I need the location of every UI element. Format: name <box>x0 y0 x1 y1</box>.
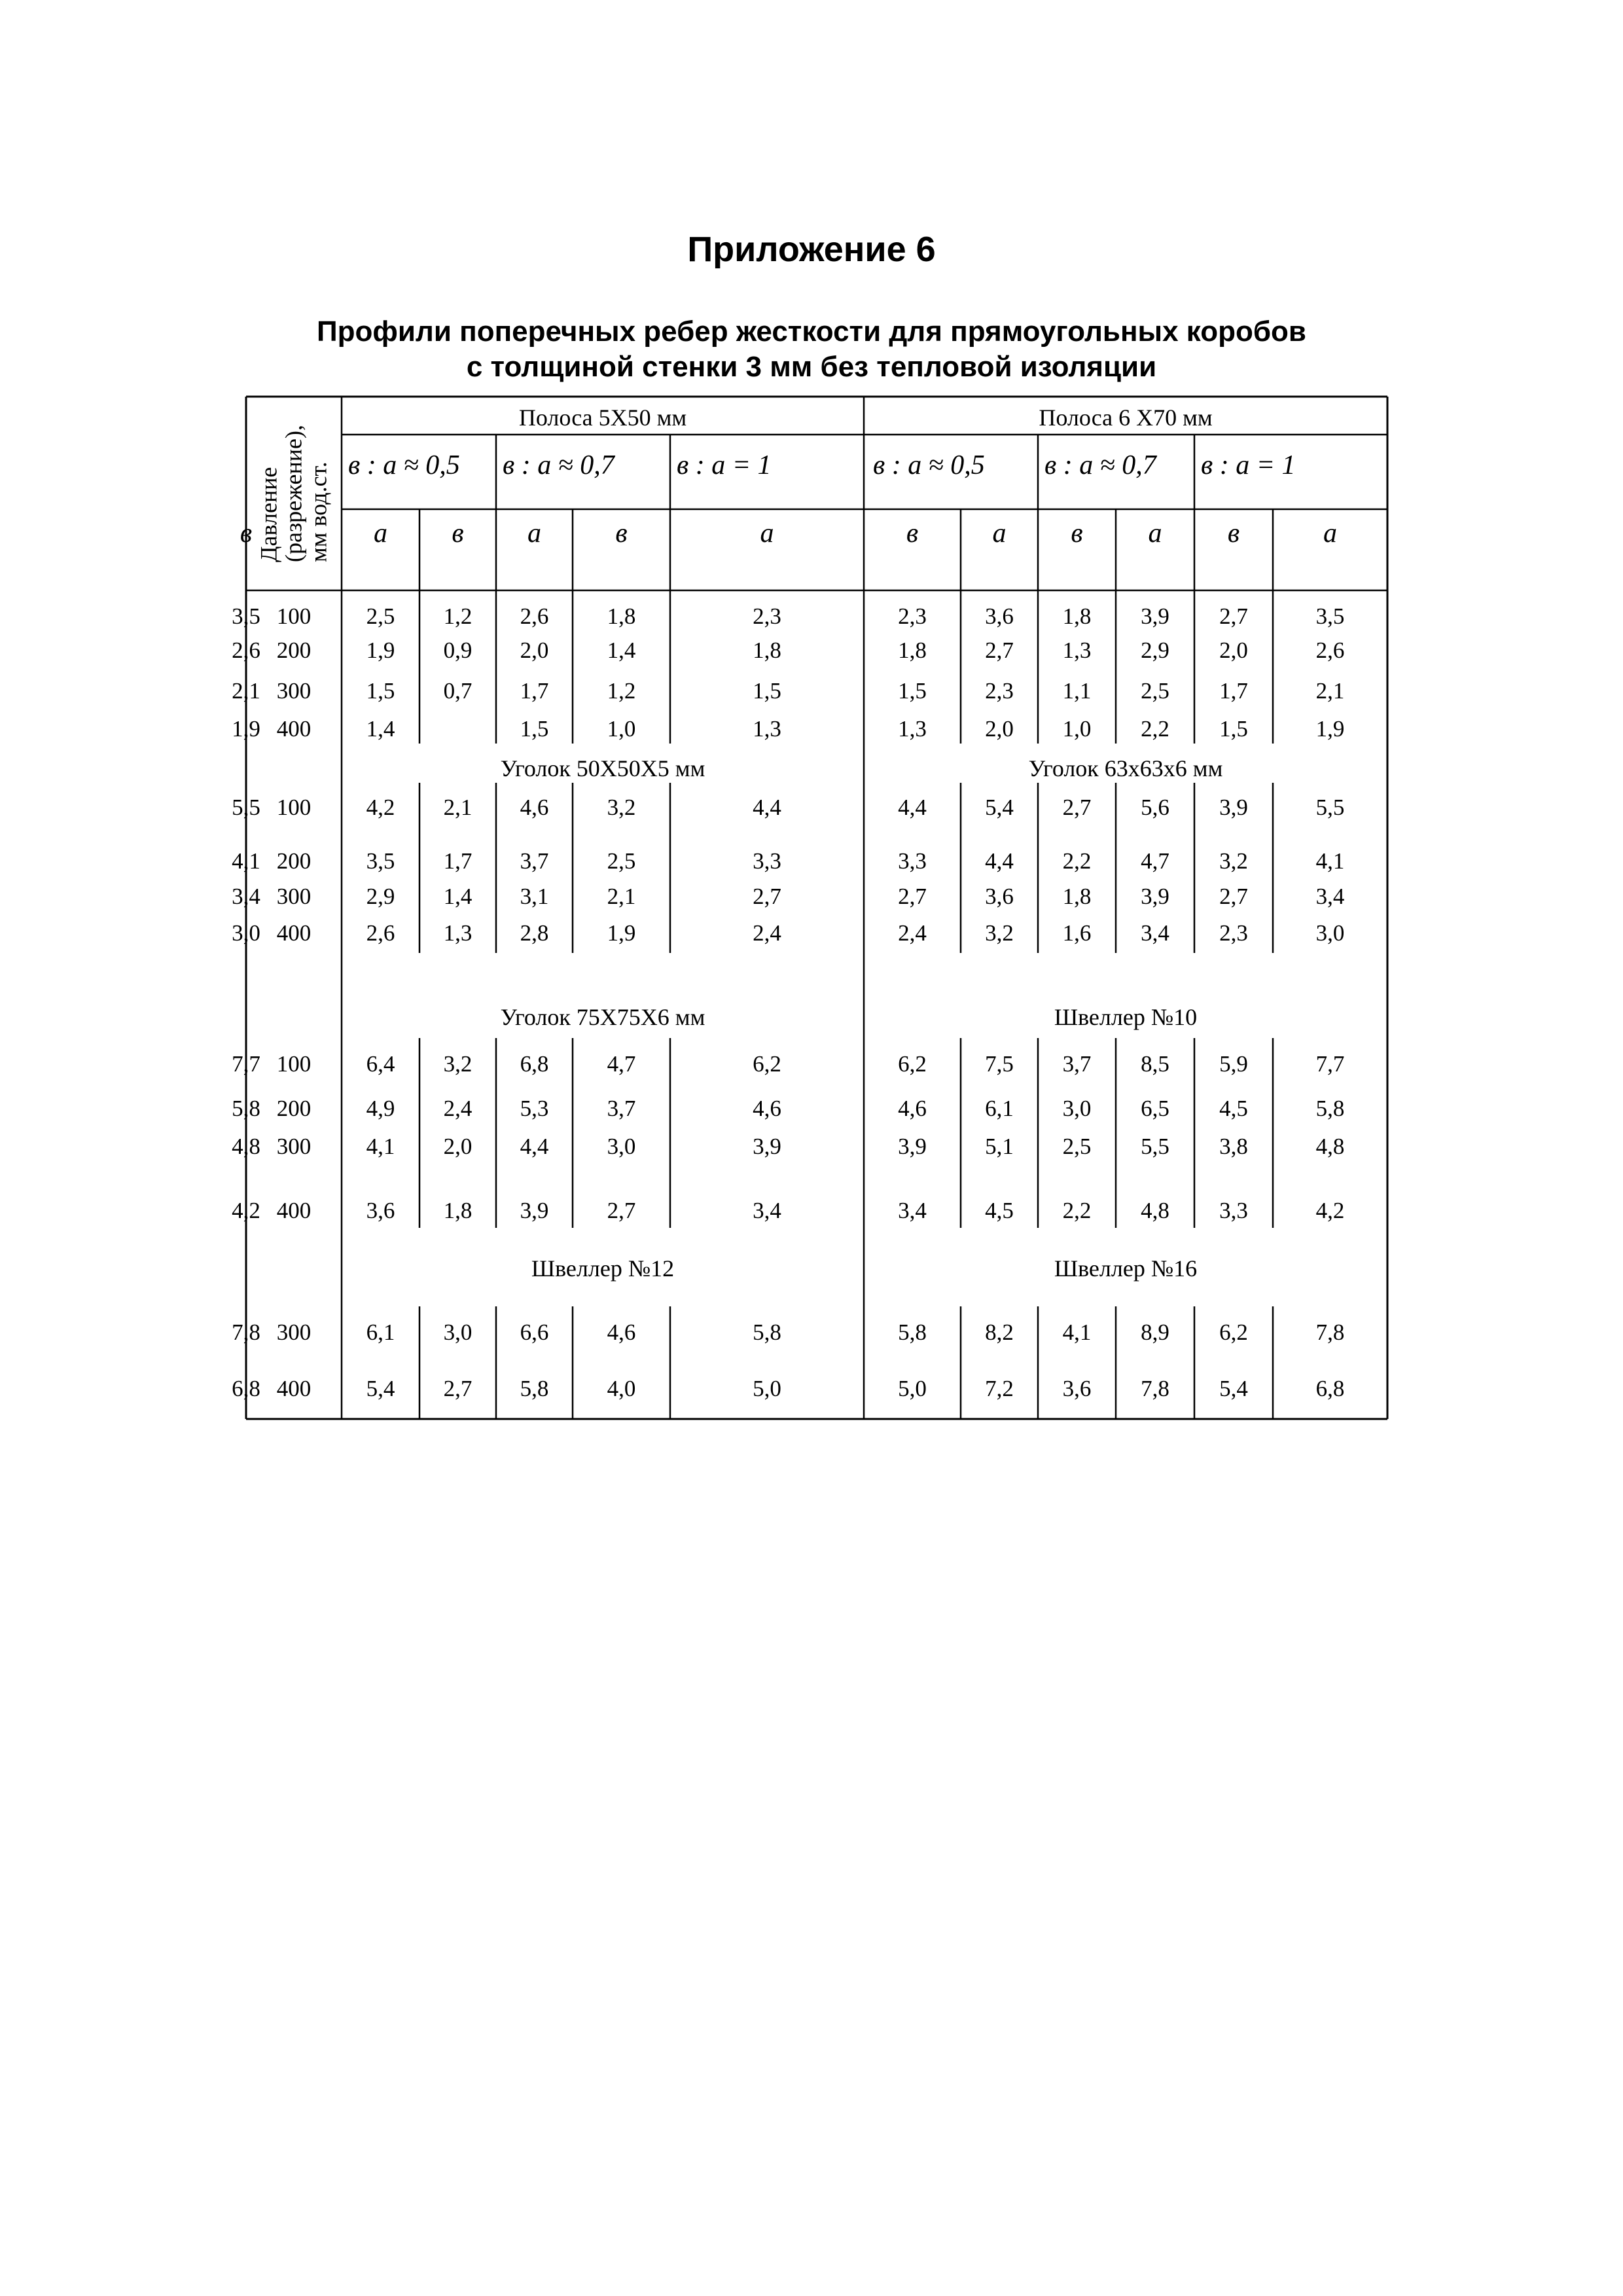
section-1-row-1-value-9: 3,2 <box>1219 848 1248 874</box>
section-3-row-1-value-3: 4,0 <box>607 1376 636 1401</box>
section-2-row-1-value-4: 4,6 <box>753 1096 781 1121</box>
section-1-row-1-value-7: 2,2 <box>1062 848 1092 874</box>
section-1-row-3-value-3: 1,9 <box>607 920 636 946</box>
section-2-row-2-value-6: 5,1 <box>985 1134 1014 1159</box>
section-0-pressure-2: 300 <box>276 678 312 704</box>
section-0-row-1-value-5: 1,8 <box>898 637 927 663</box>
section-2-row-1-value-11: 5,8 <box>232 1096 260 1121</box>
pressure-column-header <box>246 397 342 590</box>
section-0-row-1-value-6: 2,7 <box>985 637 1014 663</box>
section-2-row-0-value-5: 6,2 <box>898 1051 927 1077</box>
section-2-row-2-value-2: 4,4 <box>520 1134 549 1159</box>
section-1-row-3-value-10: 3,0 <box>1315 920 1345 946</box>
section-2-row-1-value-3: 3,7 <box>607 1096 636 1121</box>
section-1-row-0-value-4: 4,4 <box>753 795 781 820</box>
section-1-row-0-value-10: 5,5 <box>1315 795 1345 820</box>
section-3-row-0-value-7: 4,1 <box>1062 1319 1092 1345</box>
section-2-row-2-value-11: 4,8 <box>232 1134 260 1159</box>
section-0-row-1-value-0: 1,9 <box>366 637 395 663</box>
section-3-row-0-value-0: 6,1 <box>366 1319 395 1345</box>
section-1-pressure-0: 100 <box>276 795 312 820</box>
section-0-row-3-value-10: 1,9 <box>1315 716 1345 742</box>
section-0-pressure-0: 100 <box>276 603 312 629</box>
section-2-profile-right: Швеллер №10 <box>1054 1004 1198 1030</box>
section-1-row-2-value-0: 2,9 <box>366 884 395 909</box>
section-2-row-3-value-2: 3,9 <box>520 1198 549 1223</box>
section-2-row-3-value-6: 4,5 <box>985 1198 1014 1223</box>
ratio-header-2: в : a = 1 <box>677 450 772 480</box>
section-2-row-3-value-0: 3,6 <box>366 1198 395 1223</box>
section-2-row-1-value-7: 3,0 <box>1062 1096 1092 1121</box>
section-1-row-2-value-8: 3,9 <box>1141 884 1169 909</box>
section-2-row-2-value-1: 2,0 <box>443 1134 473 1159</box>
section-0-row-3-value-7: 1,0 <box>1062 716 1092 742</box>
section-0-row-0-value-11: 3,5 <box>232 603 260 629</box>
ratio-header-3: в : a ≈ 0,5 <box>873 450 985 480</box>
pressure-column-header-text <box>257 425 330 562</box>
section-1-row-3-value-1: 1,3 <box>443 920 473 946</box>
section-2-row-0-value-11: 7,7 <box>232 1051 260 1077</box>
dimension-letter-0: a <box>374 518 387 548</box>
dimension-letter-5: в <box>906 518 919 548</box>
section-2-pressure-0: 100 <box>276 1051 312 1077</box>
section-0-row-3-value-8: 2,2 <box>1141 716 1169 742</box>
section-1-row-1-value-1: 1,7 <box>443 848 473 874</box>
section-2-row-0-value-4: 6,2 <box>753 1051 781 1077</box>
section-0-row-1-value-1: 0,9 <box>443 637 473 663</box>
section-0-row-3-value-5: 1,3 <box>898 716 927 742</box>
pressure-header-line-3: мм вод.ст. <box>304 461 331 563</box>
section-3-row-0-value-5: 5,8 <box>898 1319 927 1345</box>
dimension-letter-8: a <box>1148 518 1162 548</box>
section-1-row-0-value-0: 4,2 <box>366 795 395 820</box>
section-2-row-1-value-0: 4,9 <box>366 1096 395 1121</box>
section-2-row-0-value-3: 4,7 <box>607 1051 636 1077</box>
section-3-pressure-1: 400 <box>276 1376 312 1401</box>
section-2-row-2-value-4: 3,9 <box>753 1134 781 1159</box>
section-0-row-3-value-3: 1,0 <box>607 716 636 742</box>
section-0-row-0-value-7: 1,8 <box>1062 603 1092 629</box>
section-1-row-0-value-7: 2,7 <box>1062 795 1092 820</box>
section-2-pressure-3: 400 <box>276 1198 312 1223</box>
section-1-row-1-value-6: 4,4 <box>985 848 1014 874</box>
section-0-row-1-value-3: 1,4 <box>607 637 636 663</box>
section-1-row-1-value-5: 3,3 <box>898 848 927 874</box>
section-1-row-0-value-3: 3,2 <box>607 795 636 820</box>
section-1-row-1-value-2: 3,7 <box>520 848 549 874</box>
section-0-row-1-value-11: 2,6 <box>232 637 260 663</box>
section-1-row-3-value-6: 3,2 <box>985 920 1014 946</box>
section-0-row-3-value-9: 1,5 <box>1219 716 1248 742</box>
section-0-row-0-value-10: 3,5 <box>1315 603 1345 629</box>
section-3-pressure-0: 300 <box>276 1319 312 1345</box>
ratio-header-0: в : a ≈ 0,5 <box>348 450 460 480</box>
section-3-row-0-value-11: 7,8 <box>232 1319 260 1345</box>
section-2-row-1-value-10: 5,8 <box>1315 1096 1345 1121</box>
dimension-letter-11: в <box>240 518 253 548</box>
section-1-row-0-value-11: 5,5 <box>232 795 260 820</box>
section-3-row-1-value-8: 7,8 <box>1141 1376 1169 1401</box>
section-2-row-3-value-5: 3,4 <box>898 1198 927 1223</box>
section-0-pressure-1: 200 <box>276 637 312 663</box>
section-0-row-3-value-11: 1,9 <box>232 716 260 742</box>
section-1-row-2-value-9: 2,7 <box>1219 884 1248 909</box>
section-0-row-3-value-6: 2,0 <box>985 716 1014 742</box>
section-2-row-3-value-3: 2,7 <box>607 1198 636 1223</box>
section-0-row-2-value-0: 1,5 <box>366 678 395 704</box>
section-1-row-3-value-8: 3,4 <box>1141 920 1169 946</box>
section-3-row-1-value-1: 2,7 <box>443 1376 473 1401</box>
section-0-row-2-value-4: 1,5 <box>753 678 781 704</box>
section-3-row-1-value-6: 7,2 <box>985 1376 1014 1401</box>
section-1-row-1-value-11: 4,1 <box>232 848 260 874</box>
section-1-row-1-value-8: 4,7 <box>1141 848 1169 874</box>
section-3-row-0-value-3: 4,6 <box>607 1319 636 1345</box>
section-2-row-0-value-1: 3,2 <box>443 1051 473 1077</box>
section-0-row-0-value-9: 2,7 <box>1219 603 1248 629</box>
section-2-row-0-value-10: 7,7 <box>1315 1051 1345 1077</box>
section-2-row-0-value-0: 6,4 <box>366 1051 395 1077</box>
section-2-row-0-value-7: 3,7 <box>1062 1051 1092 1077</box>
section-2-row-1-value-1: 2,4 <box>443 1096 473 1121</box>
section-0-row-0-value-0: 2,5 <box>366 603 395 629</box>
section-1-row-0-value-9: 3,9 <box>1219 795 1248 820</box>
section-2-row-0-value-6: 7,5 <box>985 1051 1014 1077</box>
section-2-row-2-value-10: 4,8 <box>1315 1134 1345 1159</box>
section-1-row-0-value-2: 4,6 <box>520 795 549 820</box>
section-0-row-0-value-8: 3,9 <box>1141 603 1169 629</box>
section-2-row-3-value-10: 4,2 <box>1315 1198 1345 1223</box>
dimension-letter-2: a <box>527 518 541 548</box>
section-0-pressure-3: 400 <box>276 716 312 742</box>
section-0-row-2-value-1: 0,7 <box>443 678 473 704</box>
section-2-pressure-1: 200 <box>276 1096 312 1121</box>
section-0-row-2-value-2: 1,7 <box>520 678 549 704</box>
section-1-row-2-value-10: 3,4 <box>1315 884 1345 909</box>
section-0-row-1-value-7: 1,3 <box>1062 637 1092 663</box>
section-3-row-1-value-2: 5,8 <box>520 1376 549 1401</box>
dimension-letter-3: в <box>615 518 628 548</box>
section-3-row-0-value-8: 8,9 <box>1141 1319 1169 1345</box>
section-2-row-2-value-7: 2,5 <box>1062 1134 1092 1159</box>
section-3-row-1-value-9: 5,4 <box>1219 1376 1248 1401</box>
section-2-row-1-value-2: 5,3 <box>520 1096 549 1121</box>
section-0-row-1-value-8: 2,9 <box>1141 637 1169 663</box>
section-1-pressure-3: 400 <box>276 920 312 946</box>
section-3-row-0-value-9: 6,2 <box>1219 1319 1248 1345</box>
table-caption-line-1: Профили поперечных ребер жесткости для прямоугольных коробов <box>317 315 1306 348</box>
section-1-profile-right: Уголок 63х63х6 мм <box>1028 755 1223 781</box>
section-3-row-1-value-5: 5,0 <box>898 1376 927 1401</box>
dimension-letter-10: a <box>1323 518 1337 548</box>
section-3-profile-left: Швеллер №12 <box>531 1255 675 1282</box>
section-0-row-1-value-2: 2,0 <box>520 637 549 663</box>
section-0-row-0-value-5: 2,3 <box>898 603 927 629</box>
section-1-row-2-value-11: 3,4 <box>232 884 260 909</box>
pressure-header-line-2: (разрежение), <box>280 424 307 563</box>
ratio-header-1: в : a ≈ 0,7 <box>503 450 615 480</box>
section-3-row-1-value-10: 6,8 <box>1315 1376 1345 1401</box>
section-0-row-2-value-6: 2,3 <box>985 678 1014 704</box>
appendix-title: Приложение 6 <box>687 230 936 269</box>
section-2-row-3-value-8: 4,8 <box>1141 1198 1169 1223</box>
section-2-row-2-value-3: 3,0 <box>607 1134 636 1159</box>
section-0-row-2-value-10: 2,1 <box>1315 678 1345 704</box>
section-1-row-2-value-6: 3,6 <box>985 884 1014 909</box>
section-2-row-3-value-9: 3,3 <box>1219 1198 1248 1223</box>
section-0-row-2-value-5: 1,5 <box>898 678 927 704</box>
section-2-row-2-value-8: 5,5 <box>1141 1134 1169 1159</box>
section-1-row-3-value-0: 2,6 <box>366 920 395 946</box>
section-1-row-2-value-4: 2,7 <box>753 884 781 909</box>
section-0-row-3-value-2: 1,5 <box>520 716 549 742</box>
section-0-row-1-value-10: 2,6 <box>1315 637 1345 663</box>
profile-header-left: Полоса 5X50 мм <box>518 404 687 431</box>
section-2-row-0-value-9: 5,9 <box>1219 1051 1248 1077</box>
section-3-row-0-value-10: 7,8 <box>1315 1319 1345 1345</box>
section-1-row-3-value-2: 2,8 <box>520 920 549 946</box>
section-1-row-3-value-5: 2,4 <box>898 920 927 946</box>
section-3-row-1-value-0: 5,4 <box>366 1376 395 1401</box>
section-3-row-0-value-2: 6,6 <box>520 1319 549 1345</box>
section-1-row-1-value-10: 4,1 <box>1315 848 1345 874</box>
section-1-pressure-1: 200 <box>276 848 312 874</box>
section-1-row-0-value-8: 5,6 <box>1141 795 1169 820</box>
section-2-row-3-value-7: 2,2 <box>1062 1198 1092 1223</box>
section-3-row-1-value-4: 5,0 <box>753 1376 781 1401</box>
pressure-header-line-1: Давление <box>255 467 282 563</box>
section-1-row-2-value-1: 1,4 <box>443 884 473 909</box>
section-1-row-3-value-11: 3,0 <box>232 920 260 946</box>
section-2-row-3-value-4: 3,4 <box>753 1198 781 1223</box>
table-caption-line-2: с толщиной стенки 3 мм без тепловой изоляции <box>466 351 1157 383</box>
section-1-row-1-value-0: 3,5 <box>366 848 395 874</box>
section-1-profile-left: Уголок 50X50X5 мм <box>500 755 705 781</box>
section-1-row-0-value-5: 4,4 <box>898 795 927 820</box>
section-2-row-0-value-8: 8,5 <box>1141 1051 1169 1077</box>
section-1-row-1-value-3: 2,5 <box>607 848 636 874</box>
section-2-row-1-value-5: 4,6 <box>898 1096 927 1121</box>
ratio-header-5: в : a = 1 <box>1201 450 1296 480</box>
section-1-pressure-2: 300 <box>276 884 312 909</box>
section-0-row-3-value-0: 1,4 <box>366 716 395 742</box>
section-1-row-3-value-7: 1,6 <box>1062 920 1092 946</box>
section-2-row-2-value-5: 3,9 <box>898 1134 927 1159</box>
section-0-row-2-value-11: 2,1 <box>232 678 260 704</box>
dimension-letter-1: в <box>452 518 464 548</box>
dimension-letter-7: в <box>1071 518 1083 548</box>
section-2-row-1-value-8: 6,5 <box>1141 1096 1169 1121</box>
section-0-row-1-value-9: 2,0 <box>1219 637 1248 663</box>
section-1-row-0-value-6: 5,4 <box>985 795 1014 820</box>
section-0-row-1-value-4: 1,8 <box>753 637 781 663</box>
section-2-row-2-value-0: 4,1 <box>366 1134 395 1159</box>
section-2-row-1-value-9: 4,5 <box>1219 1096 1248 1121</box>
section-3-row-0-value-4: 5,8 <box>753 1319 781 1345</box>
section-1-row-3-value-9: 2,3 <box>1219 920 1248 946</box>
dimension-letter-9: в <box>1227 518 1240 548</box>
section-3-row-0-value-6: 8,2 <box>985 1319 1014 1345</box>
section-0-row-0-value-6: 3,6 <box>985 603 1014 629</box>
section-3-row-1-value-7: 3,6 <box>1062 1376 1092 1401</box>
dimension-letter-4: a <box>760 518 774 548</box>
section-0-row-0-value-4: 2,3 <box>753 603 781 629</box>
section-3-profile-right: Швеллер №16 <box>1054 1255 1198 1282</box>
section-2-profile-left: Уголок 75X75X6 мм <box>500 1004 705 1030</box>
section-1-row-2-value-2: 3,1 <box>520 884 549 909</box>
section-2-row-0-value-2: 6,8 <box>520 1051 549 1077</box>
section-2-row-3-value-1: 1,8 <box>443 1198 473 1223</box>
section-3-row-0-value-1: 3,0 <box>443 1319 473 1345</box>
dimension-letter-6: a <box>992 518 1007 548</box>
section-1-row-1-value-4: 3,3 <box>753 848 781 874</box>
section-0-row-2-value-3: 1,2 <box>607 678 636 704</box>
stiffener-profile-table <box>232 397 1387 1419</box>
section-0-row-2-value-8: 2,5 <box>1141 678 1169 704</box>
section-3-row-1-value-11: 6,8 <box>232 1376 260 1401</box>
section-0-row-0-value-2: 2,6 <box>520 603 549 629</box>
section-1-row-2-value-3: 2,1 <box>607 884 636 909</box>
section-1-row-0-value-1: 2,1 <box>443 795 473 820</box>
section-0-row-2-value-9: 1,7 <box>1219 678 1248 704</box>
section-2-row-3-value-11: 4,2 <box>232 1198 260 1223</box>
section-1-row-2-value-7: 1,8 <box>1062 884 1092 909</box>
section-2-pressure-2: 300 <box>276 1134 312 1159</box>
section-2-row-1-value-6: 6,1 <box>985 1096 1014 1121</box>
profile-header-right: Полоса 6 X70 мм <box>1039 404 1213 431</box>
section-0-row-3-value-4: 1,3 <box>753 716 781 742</box>
table-grid-lines <box>246 397 1387 1419</box>
section-2-row-2-value-9: 3,8 <box>1219 1134 1248 1159</box>
section-0-row-2-value-7: 1,1 <box>1062 678 1092 704</box>
section-0-row-0-value-1: 1,2 <box>443 603 473 629</box>
ratio-header-4: в : a ≈ 0,7 <box>1044 450 1156 480</box>
section-1-row-2-value-5: 2,7 <box>898 884 927 909</box>
section-1-row-3-value-4: 2,4 <box>753 920 781 946</box>
section-0-row-0-value-3: 1,8 <box>607 603 636 629</box>
